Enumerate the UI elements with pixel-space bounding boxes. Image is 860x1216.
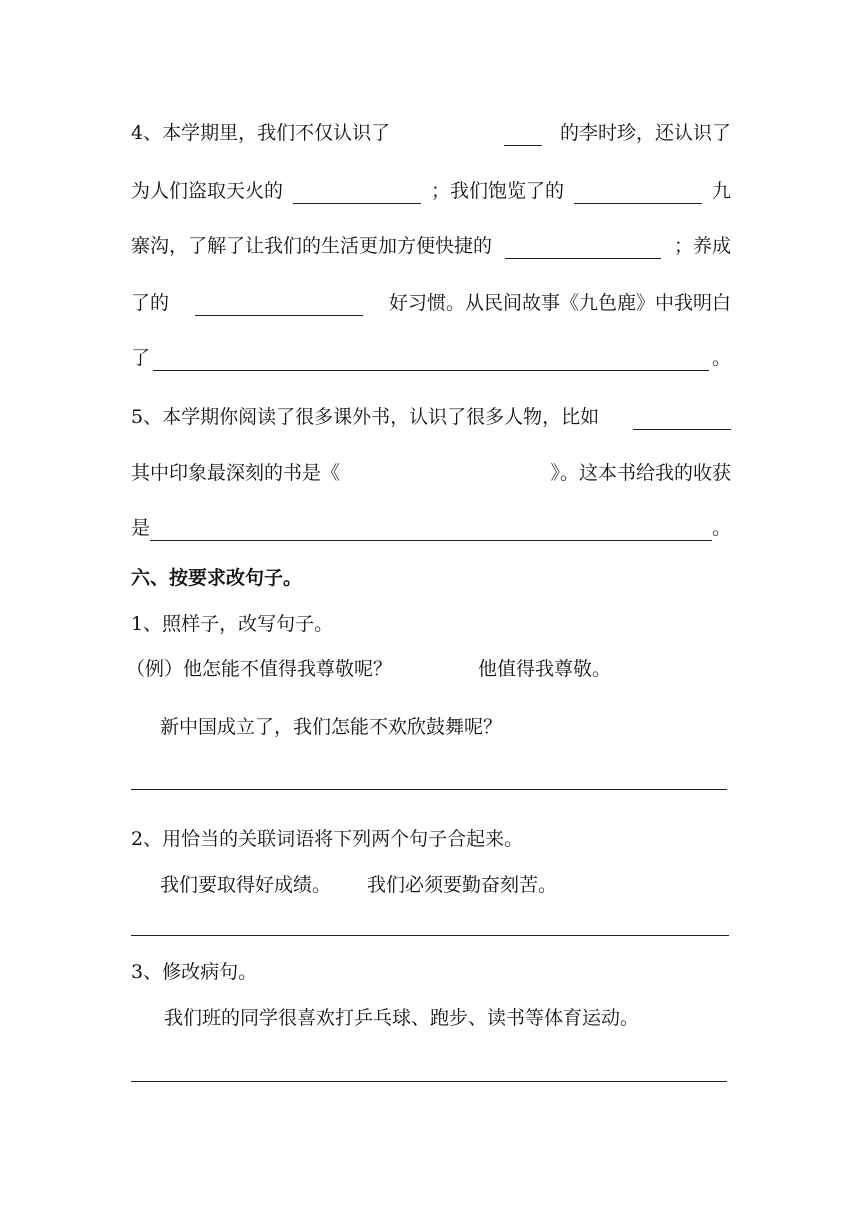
q4-text: 寨沟，了解了让我们的生活更加方便快捷的 [131,235,493,257]
q4-text: 为人们盗取天火的 [131,180,284,202]
s2-title: 2、用恰当的关联词语将下列两个句子合起来。 [131,828,524,850]
answer-blank[interactable] [293,183,421,204]
q4-line-4 [131,290,731,316]
answer-blank[interactable] [574,183,702,204]
answer-blank[interactable] [633,409,731,430]
s3-answer-line[interactable] [131,1081,727,1082]
q4-text: 了的 [131,292,170,314]
s1-sentence: 新中国成立了，我们怎能不欢欣鼓舞呢？ [160,716,503,738]
q5-text: 是 [131,517,151,539]
q5-text: 其中印象最深刻的书是《 [131,462,341,484]
s1-example-answer: 他值得我尊敬。 [478,658,612,680]
q5-line-3 [131,515,731,541]
q5-text: 5、本学期你阅读了很多课外书，认识了很多人物，比如 [131,406,600,428]
s2-sentence-b: 我们必须要勤奋刻苦。 [367,874,558,896]
s1-title: 1、照样子，改写句子。 [131,613,334,635]
q4-line-1 [131,120,731,146]
s1-answer-line[interactable] [131,789,727,790]
s3-title: 3、修改病句。 [131,961,258,983]
s1-example-question: （例）他怎能不值得我尊敬呢？ [126,658,393,680]
answer-blank[interactable] [504,125,542,146]
q4-line-2 [131,178,731,204]
q4-text: ；我们饱览了的 [430,180,564,202]
q4-text: 了 [131,347,151,369]
s2-sentence-a: 我们要取得好成绩。 [160,874,332,896]
q5-text: 》。这本书给我的收获 [550,462,731,484]
q4-text: ；养成 [673,235,731,257]
answer-blank[interactable] [505,238,661,259]
q4-text: 的李时珍，还认识了 [559,122,731,144]
q5-line-2 [131,460,731,486]
q5-text: 。 [711,517,731,539]
s1-example [126,656,726,682]
q4-line-3 [131,233,731,259]
section-heading: 六、按要求改句子。 [131,567,303,589]
q4-text: 九 [711,180,731,202]
q4-text: 。 [711,347,731,369]
q4-text: 好习惯。从民间故事《九色鹿》中我明白 [388,292,731,314]
q4-text: 4、本学期里，我们不仅认识了 [131,122,391,144]
answer-blank[interactable] [150,520,712,541]
s2-sentences [160,872,760,898]
q5-line-1 [131,404,731,430]
s2-answer-line[interactable] [131,935,729,936]
answer-blank[interactable] [195,295,363,316]
q4-line-5 [131,345,731,371]
answer-blank[interactable] [153,350,709,371]
s3-sentence: 我们班的同学很喜欢打乒乓球、跑步、读书等体育运动。 [164,1007,640,1029]
